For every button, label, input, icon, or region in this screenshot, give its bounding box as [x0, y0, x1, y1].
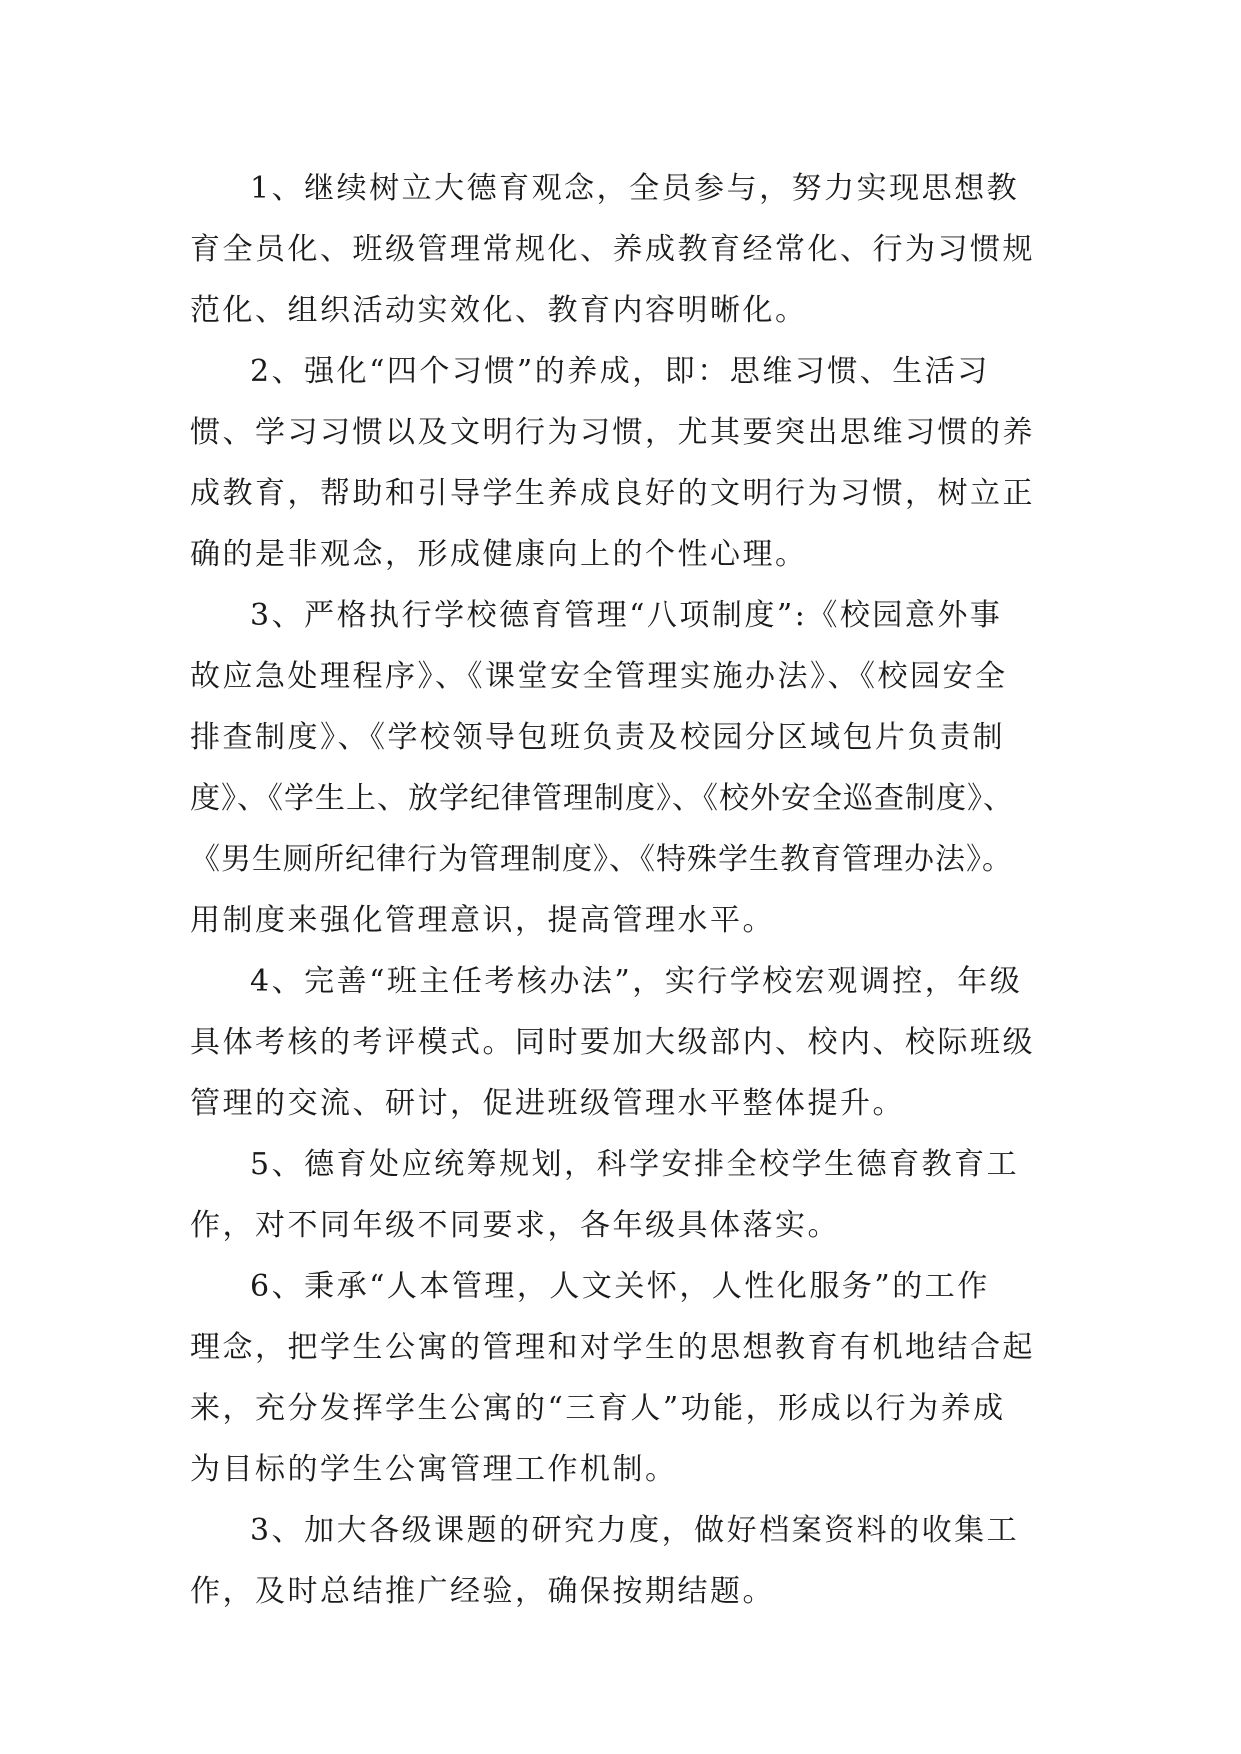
- text-line: 5、德育处应统筹规划，科学安排全校学生德育教育工: [250, 1147, 1020, 1182]
- document-body: [190, 158, 1070, 1622]
- text-line: 《男生厕所纪律行为管理制度》、《特殊学生教育管理办法》。: [190, 842, 1013, 877]
- text-line: 来，充分发挥学生公寓的“三育人”功能，形成以行为养成: [190, 1391, 1006, 1426]
- text-line: 具体考核的考评模式。同时要加大级部内、校内、校际班级: [190, 1025, 1035, 1060]
- text-line: 管理的交流、研讨，促进班级管理水平整体提升。: [190, 1086, 905, 1121]
- text-line: 作，及时总结推广经验，确保按期结题。: [190, 1574, 775, 1609]
- text-line: 3、加大各级课题的研究力度，做好档案资料的收集工: [250, 1513, 1020, 1548]
- text-line: 3、严格执行学校德育管理“八项制度”:《校园意外事: [250, 598, 1003, 633]
- paragraph-5: [190, 1134, 1070, 1256]
- text-line: 成教育，帮助和引导学生养成良好的文明行为习惯，树立正: [190, 476, 1035, 511]
- text-line: 惯、学习习惯以及文明行为习惯，尤其要突出思维习惯的养: [190, 415, 1035, 450]
- paragraph-4: [190, 951, 1070, 1134]
- text-line: 6、秉承“人本管理，人文关怀，人性化服务”的工作: [250, 1269, 990, 1304]
- text-line: 2、强化“四个习惯”的养成，即：思维习惯、生活习: [250, 354, 990, 389]
- text-line: 4、完善“班主任考核办法”，实行学校宏观调控，年级: [250, 964, 1023, 999]
- paragraph-6: [190, 1256, 1070, 1500]
- paragraph-3: [190, 585, 1070, 951]
- text-line: 用制度来强化管理意识，提高管理水平。: [190, 903, 775, 938]
- text-line: 育全员化、班级管理常规化、养成教育经常化、行为习惯规: [190, 232, 1035, 267]
- text-line: 作，对不同年级不同要求，各年级具体落实。: [190, 1208, 840, 1243]
- text-line: 理念，把学生公寓的管理和对学生的思想教育有机地结合起: [190, 1330, 1035, 1365]
- paragraph-7: [190, 1500, 1070, 1622]
- paragraph-1: [190, 158, 1070, 341]
- text-line: 度》、《学生上、放学纪律管理制度》、《校外安全巡查制度》、: [190, 781, 1014, 816]
- text-line: 故应急处理程序》、《课堂安全管理实施办法》、《校园安全: [190, 659, 1008, 694]
- text-line: 1、继续树立大德育观念，全员参与，努力实现思想教: [250, 171, 1020, 206]
- paragraph-2: [190, 341, 1070, 585]
- text-line: 排查制度》、《学校领导包班负责及校园分区域包片负责制: [190, 720, 1005, 755]
- text-line: 为目标的学生公寓管理工作机制。: [190, 1452, 678, 1487]
- text-line: 确的是非观念，形成健康向上的个性心理。: [190, 537, 808, 572]
- text-line: 范化、组织活动实效化、教育内容明晰化。: [190, 293, 808, 328]
